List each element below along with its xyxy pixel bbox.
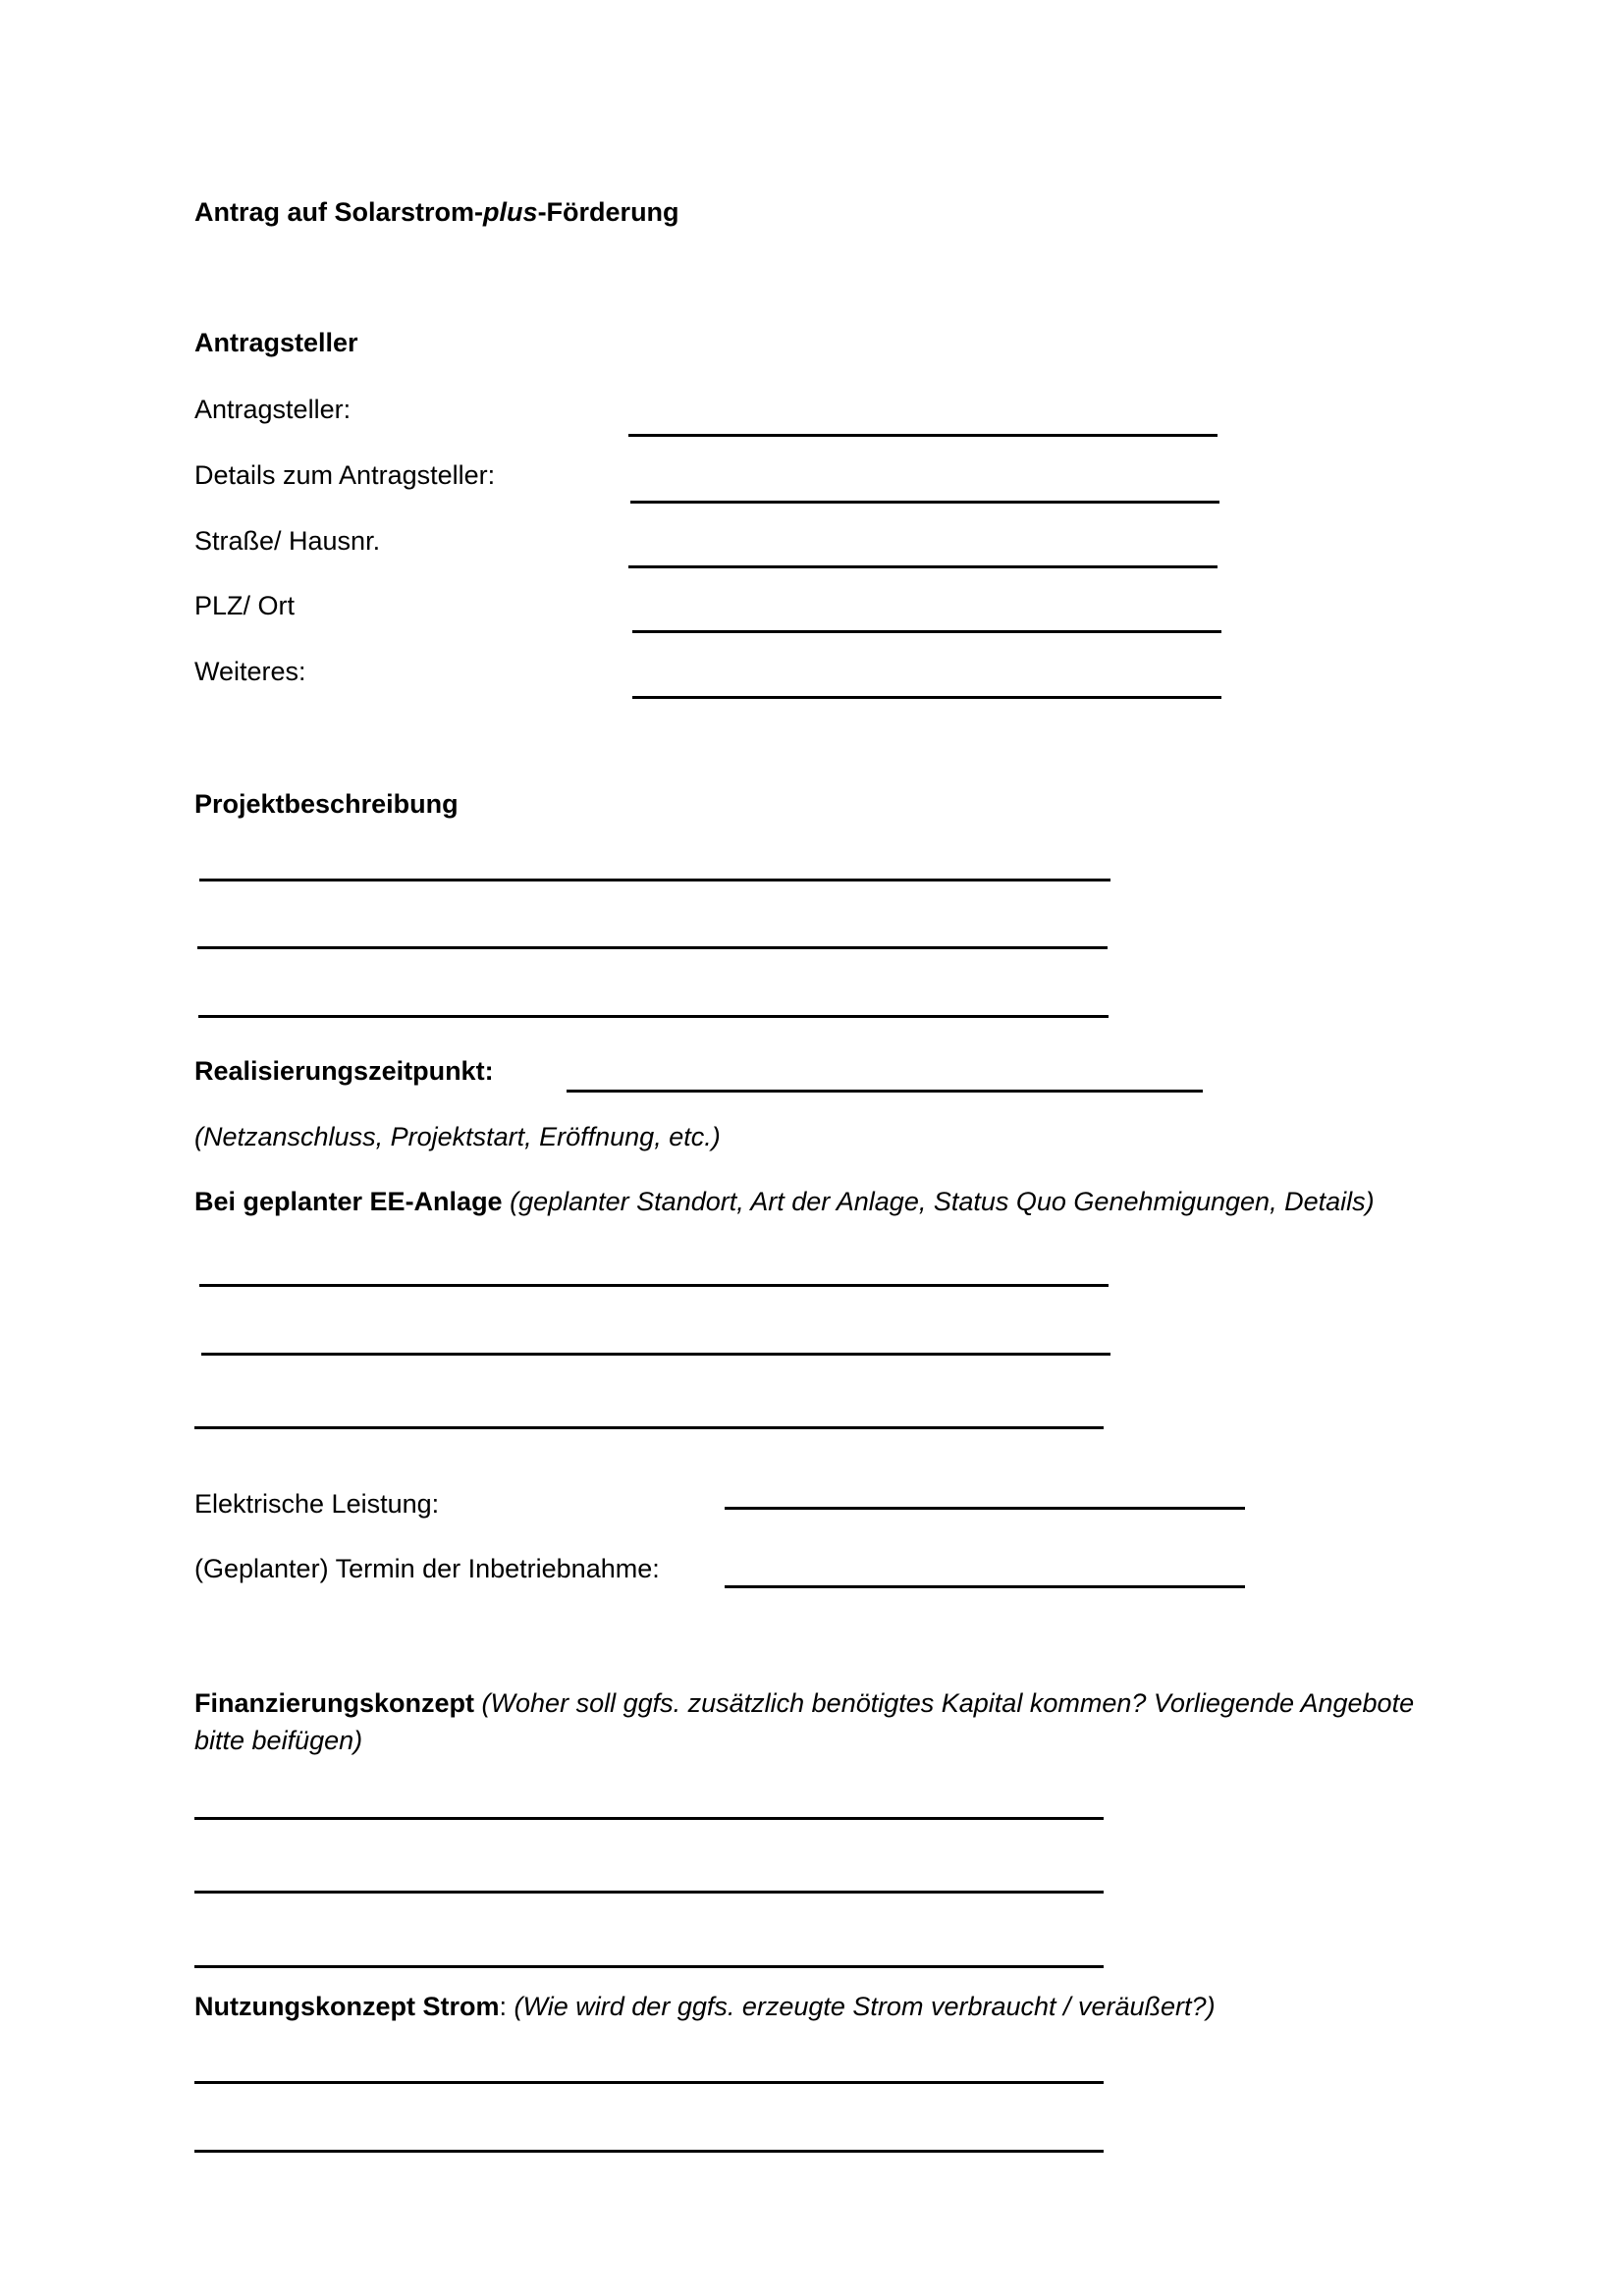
page-title [194,195,679,229]
commissioning-field[interactable] [725,1585,1245,1588]
planned-plant-label: Bei geplanter EE-Anlage [194,1187,503,1216]
project-line-1[interactable] [199,879,1110,881]
applicant-name-field[interactable] [628,434,1218,437]
applicant-details-field[interactable] [630,501,1219,504]
financing-line-3[interactable] [194,1965,1104,1968]
usage-hint: (Wie wird der ggfs. erzeugte Strom verbraucht / veräußert?) [514,1992,1216,2021]
applicant-name-label: Antragsteller: [194,395,352,424]
usage-label: Nutzungskonzept Strom [194,1992,500,2021]
planned-plant-hint: (geplanter Standort, Art der Anlage, Status Quo Genehmigungen, Details) [510,1187,1375,1216]
usage-line-2[interactable] [194,2150,1104,2153]
project-line-3[interactable] [198,1015,1109,1018]
planned-plant-line-1[interactable] [199,1284,1109,1287]
power-label: Elektrische Leistung: [194,1489,440,1519]
planned-plant-line-2[interactable] [201,1353,1110,1356]
planned-plant-header [194,1185,1375,1218]
title-prefix: Antrag auf Solarstrom- [194,197,484,227]
financing-header [194,1684,1441,1759]
realization-label: Realisierungszeitpunkt: [194,1056,494,1086]
zip-city-label: PLZ/ Ort [194,591,296,620]
title-suffix: -Förderung [537,197,679,227]
project-line-2[interactable] [197,946,1108,949]
planned-plant-line-3[interactable] [194,1426,1104,1429]
realization-hint: (Netzanschluss, Projektstart, Eröffnung, etc.) [194,1122,721,1151]
usage-header [194,1990,1216,2023]
street-field[interactable] [628,565,1218,568]
other-label: Weiteres: [194,657,306,686]
usage-line-1[interactable] [194,2081,1104,2084]
usage-separator: : [499,1992,508,2021]
title-italic: plus [483,197,538,227]
applicant-heading: Antragsteller [194,328,358,357]
other-field[interactable] [632,696,1221,699]
financing-hint: (Woher soll ggfs. zusätzlich benötigtes Kapital kommen? Vorliegende Angebote bitte beifügen) [194,1688,1415,1755]
realization-field[interactable] [567,1090,1203,1093]
financing-label: Finanzierungskonzept [194,1688,475,1718]
applicant-details-label: Details zum Antragsteller: [194,460,496,490]
financing-line-1[interactable] [194,1817,1104,1820]
project-heading: Projektbeschreibung [194,789,459,819]
financing-line-2[interactable] [194,1891,1104,1894]
street-label: Straße/ Hausnr. [194,526,381,556]
zip-city-field[interactable] [632,630,1221,633]
power-field[interactable] [725,1507,1245,1510]
commissioning-label: (Geplanter) Termin der Inbetriebnahme: [194,1554,660,1583]
